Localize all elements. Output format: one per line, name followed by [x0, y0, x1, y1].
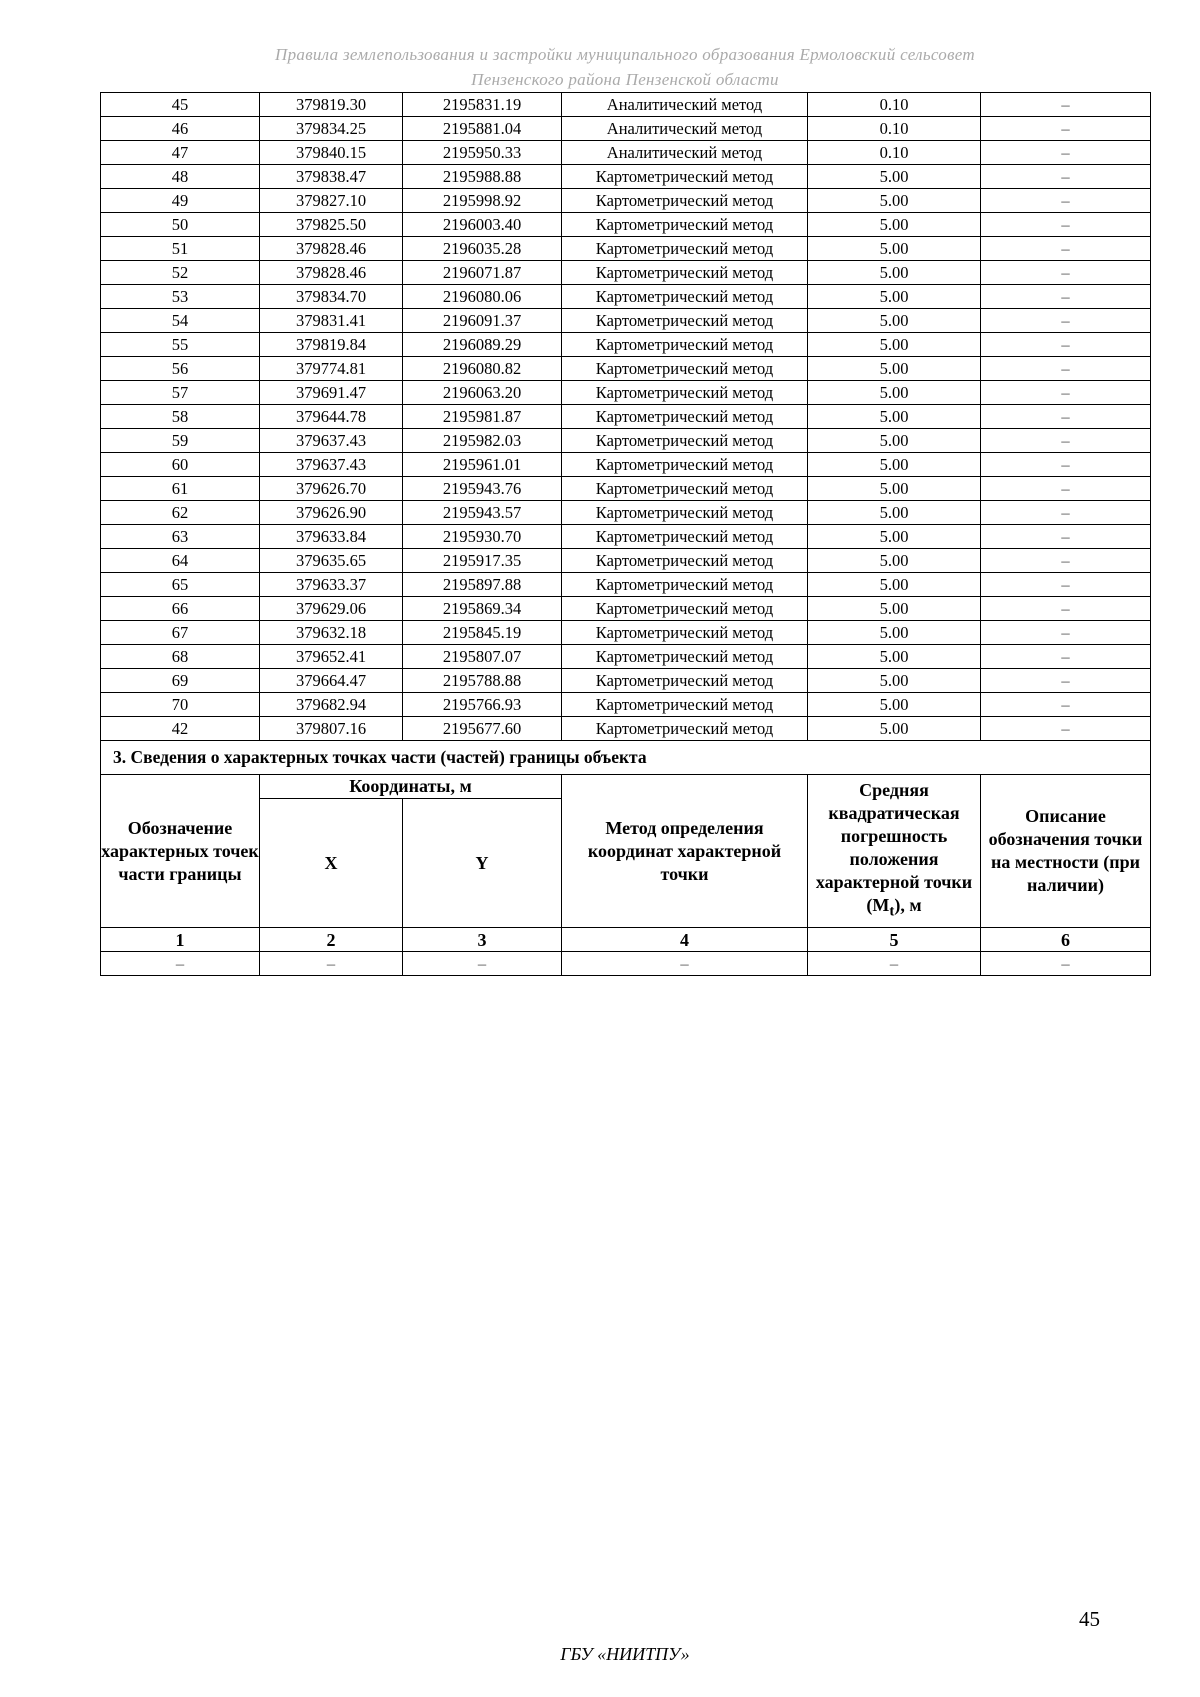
mean-error-cell: 5.00: [808, 669, 981, 693]
point-number-cell: 64: [101, 549, 260, 573]
empty-cell: –: [562, 952, 808, 976]
point-number-cell: 55: [101, 333, 260, 357]
point-number-cell: 59: [101, 429, 260, 453]
y-coordinate-cell: 2196089.29: [403, 333, 562, 357]
method-cell: Картометрический метод: [562, 717, 808, 741]
x-coordinate-cell: 379644.78: [260, 405, 403, 429]
y-coordinate-cell: 2196063.20: [403, 381, 562, 405]
point-number-cell: 58: [101, 405, 260, 429]
y-coordinate-cell: 2195807.07: [403, 645, 562, 669]
header-mean-error: [808, 775, 981, 928]
mean-error-cell: 5.00: [808, 453, 981, 477]
point-number-cell: 67: [101, 621, 260, 645]
method-cell: Картометрический метод: [562, 189, 808, 213]
method-cell: Картометрический метод: [562, 213, 808, 237]
page-number: 45: [1079, 1607, 1100, 1631]
mean-error-cell: 5.00: [808, 357, 981, 381]
description-cell: –: [981, 309, 1151, 333]
point-number-cell: 52: [101, 261, 260, 285]
description-cell: –: [981, 189, 1151, 213]
mean-error-cell: 5.00: [808, 165, 981, 189]
description-cell: –: [981, 165, 1151, 189]
empty-cell: –: [101, 952, 260, 976]
y-coordinate-cell: 2195788.88: [403, 669, 562, 693]
method-cell: Картометрический метод: [562, 453, 808, 477]
header-coords: Координаты, м: [260, 775, 562, 799]
description-cell: –: [981, 597, 1151, 621]
description-cell: –: [981, 501, 1151, 525]
table-row: [101, 549, 1151, 573]
table-row: [101, 285, 1151, 309]
y-coordinate-cell: 2195677.60: [403, 717, 562, 741]
method-cell: Картометрический метод: [562, 477, 808, 501]
data-rows: [101, 93, 1151, 741]
x-coordinate-cell: 379825.50: [260, 213, 403, 237]
x-coordinate-cell: 379629.06: [260, 597, 403, 621]
table-row: [101, 117, 1151, 141]
table-row: [101, 525, 1151, 549]
x-coordinate-cell: 379626.70: [260, 477, 403, 501]
method-cell: Картометрический метод: [562, 573, 808, 597]
method-cell: Картометрический метод: [562, 693, 808, 717]
point-number-cell: 45: [101, 93, 260, 117]
y-coordinate-cell: 2195897.88: [403, 573, 562, 597]
mean-error-cell: 5.00: [808, 717, 981, 741]
point-number-cell: 46: [101, 117, 260, 141]
mean-error-cell: 5.00: [808, 405, 981, 429]
y-coordinate-cell: 2196091.37: [403, 309, 562, 333]
point-number-cell: 42: [101, 717, 260, 741]
description-cell: –: [981, 573, 1151, 597]
mean-error-cell: 5.00: [808, 429, 981, 453]
description-cell: –: [981, 525, 1151, 549]
y-coordinate-cell: 2195845.19: [403, 621, 562, 645]
running-header: [100, 42, 1150, 92]
mean-error-cell: 5.00: [808, 261, 981, 285]
description-cell: –: [981, 693, 1151, 717]
header-y: Y: [403, 799, 562, 928]
point-number-cell: 54: [101, 309, 260, 333]
x-coordinate-cell: 379774.81: [260, 357, 403, 381]
x-coordinate-cell: 379635.65: [260, 549, 403, 573]
running-header-line2: Пензенского района Пензенской области: [471, 70, 779, 89]
method-cell: Картометрический метод: [562, 237, 808, 261]
y-coordinate-cell: 2195988.88: [403, 165, 562, 189]
x-coordinate-cell: 379834.25: [260, 117, 403, 141]
point-number-cell: 53: [101, 285, 260, 309]
y-coordinate-cell: 2195831.19: [403, 93, 562, 117]
description-cell: –: [981, 669, 1151, 693]
y-coordinate-cell: 2195982.03: [403, 429, 562, 453]
column-number: 4: [562, 928, 808, 952]
mean-error-cell: 5.00: [808, 189, 981, 213]
point-number-cell: 49: [101, 189, 260, 213]
description-cell: –: [981, 477, 1151, 501]
table-row: [101, 93, 1151, 117]
y-coordinate-cell: 2195869.34: [403, 597, 562, 621]
table-row: [101, 453, 1151, 477]
x-coordinate-cell: 379637.43: [260, 453, 403, 477]
table-row: [101, 405, 1151, 429]
mean-error-cell: 5.00: [808, 645, 981, 669]
point-number-cell: 70: [101, 693, 260, 717]
point-number-cell: 61: [101, 477, 260, 501]
method-cell: Картометрический метод: [562, 669, 808, 693]
method-cell: Аналитический метод: [562, 141, 808, 165]
header-mean-error-text: Средняя квадратическая погрешность положения характерной точки (M: [815, 779, 973, 915]
column-numbers-row: [101, 928, 1151, 952]
column-number: 5: [808, 928, 981, 952]
mean-error-cell: 5.00: [808, 381, 981, 405]
point-number-cell: 48: [101, 165, 260, 189]
table-row: [101, 501, 1151, 525]
x-coordinate-cell: 379633.37: [260, 573, 403, 597]
footer-org: ГБУ «НИИТПУ»: [560, 1644, 690, 1664]
column-number: 1: [101, 928, 260, 952]
empty-row: [101, 952, 1151, 976]
method-cell: Картометрический метод: [562, 429, 808, 453]
method-cell: Картометрический метод: [562, 525, 808, 549]
x-coordinate-cell: 379633.84: [260, 525, 403, 549]
table-row: [101, 381, 1151, 405]
method-cell: Аналитический метод: [562, 93, 808, 117]
section3-title: 3. Сведения о характерных точках части (частей) границы объекта: [101, 741, 1151, 775]
table-row: [101, 645, 1151, 669]
description-cell: –: [981, 357, 1151, 381]
y-coordinate-cell: 2196071.87: [403, 261, 562, 285]
x-coordinate-cell: 379819.84: [260, 333, 403, 357]
mean-error-cell: 5.00: [808, 333, 981, 357]
point-number-cell: 60: [101, 453, 260, 477]
table-row: [101, 357, 1151, 381]
x-coordinate-cell: 379828.46: [260, 261, 403, 285]
method-cell: Картометрический метод: [562, 405, 808, 429]
y-coordinate-cell: 2195766.93: [403, 693, 562, 717]
y-coordinate-cell: 2196035.28: [403, 237, 562, 261]
header-method: Метод определения координат характерной точки: [562, 775, 808, 928]
x-coordinate-cell: 379632.18: [260, 621, 403, 645]
point-number-cell: 68: [101, 645, 260, 669]
description-cell: –: [981, 117, 1151, 141]
x-coordinate-cell: 379827.10: [260, 189, 403, 213]
description-cell: –: [981, 549, 1151, 573]
mean-error-cell: 5.00: [808, 525, 981, 549]
method-cell: Картометрический метод: [562, 621, 808, 645]
description-cell: –: [981, 333, 1151, 357]
header-x: X: [260, 799, 403, 928]
table-row: [101, 477, 1151, 501]
y-coordinate-cell: 2195950.33: [403, 141, 562, 165]
mean-error-cell: 5.00: [808, 573, 981, 597]
x-coordinate-cell: 379828.46: [260, 237, 403, 261]
x-coordinate-cell: 379691.47: [260, 381, 403, 405]
table-row: [101, 597, 1151, 621]
y-coordinate-cell: 2195930.70: [403, 525, 562, 549]
running-header-line1: Правила землепользования и застройки муниципального образования Ермоловский сельсовет: [275, 45, 975, 64]
boundary-points-table: [100, 92, 1151, 976]
description-cell: –: [981, 213, 1151, 237]
header-mean-error-unit: ), м: [894, 894, 922, 915]
table-row: [101, 621, 1151, 645]
description-cell: –: [981, 285, 1151, 309]
method-cell: Картометрический метод: [562, 165, 808, 189]
mean-error-cell: 0.10: [808, 93, 981, 117]
y-coordinate-cell: 2195881.04: [403, 117, 562, 141]
table-row: [101, 333, 1151, 357]
table-row: [101, 213, 1151, 237]
x-coordinate-cell: 379807.16: [260, 717, 403, 741]
empty-cell: –: [403, 952, 562, 976]
empty-cell: –: [981, 952, 1151, 976]
section3-block: [101, 741, 1151, 976]
x-coordinate-cell: 379637.43: [260, 429, 403, 453]
description-cell: –: [981, 645, 1151, 669]
method-cell: Картометрический метод: [562, 357, 808, 381]
table-row: [101, 165, 1151, 189]
point-number-cell: 65: [101, 573, 260, 597]
description-cell: –: [981, 93, 1151, 117]
header-description: Описание обозначения точки на местности (при наличии): [981, 775, 1151, 928]
description-cell: –: [981, 717, 1151, 741]
mean-error-cell: 0.10: [808, 117, 981, 141]
x-coordinate-cell: 379819.30: [260, 93, 403, 117]
y-coordinate-cell: 2195943.57: [403, 501, 562, 525]
column-number: 6: [981, 928, 1151, 952]
method-cell: Аналитический метод: [562, 117, 808, 141]
mean-error-cell: 5.00: [808, 501, 981, 525]
y-coordinate-cell: 2196080.06: [403, 285, 562, 309]
empty-cell: –: [260, 952, 403, 976]
description-cell: –: [981, 405, 1151, 429]
point-number-cell: 51: [101, 237, 260, 261]
point-number-cell: 56: [101, 357, 260, 381]
y-coordinate-cell: 2195998.92: [403, 189, 562, 213]
method-cell: Картометрический метод: [562, 381, 808, 405]
point-number-cell: 66: [101, 597, 260, 621]
method-cell: Картометрический метод: [562, 645, 808, 669]
method-cell: Картометрический метод: [562, 261, 808, 285]
mean-error-cell: 5.00: [808, 309, 981, 333]
method-cell: Картометрический метод: [562, 501, 808, 525]
empty-cell: –: [808, 952, 981, 976]
mean-error-cell: 5.00: [808, 477, 981, 501]
table-row: [101, 717, 1151, 741]
x-coordinate-cell: 379664.47: [260, 669, 403, 693]
description-cell: –: [981, 453, 1151, 477]
table-row: [101, 309, 1151, 333]
y-coordinate-cell: 2195917.35: [403, 549, 562, 573]
method-cell: Картометрический метод: [562, 333, 808, 357]
description-cell: –: [981, 381, 1151, 405]
y-coordinate-cell: 2196080.82: [403, 357, 562, 381]
mean-error-cell: 5.00: [808, 597, 981, 621]
description-cell: –: [981, 237, 1151, 261]
table-row: [101, 189, 1151, 213]
description-cell: –: [981, 621, 1151, 645]
x-coordinate-cell: 379834.70: [260, 285, 403, 309]
method-cell: Картометрический метод: [562, 549, 808, 573]
point-number-cell: 50: [101, 213, 260, 237]
point-number-cell: 63: [101, 525, 260, 549]
y-coordinate-cell: 2195943.76: [403, 477, 562, 501]
point-number-cell: 62: [101, 501, 260, 525]
method-cell: Картометрический метод: [562, 597, 808, 621]
description-cell: –: [981, 429, 1151, 453]
column-number: 3: [403, 928, 562, 952]
table-row: [101, 669, 1151, 693]
header-designation: Обозначение характерных точек части границы: [101, 775, 260, 928]
method-cell: Картометрический метод: [562, 285, 808, 309]
x-coordinate-cell: 379831.41: [260, 309, 403, 333]
header-mean-error-subscript: t: [889, 903, 895, 920]
table-row: [101, 141, 1151, 165]
table-row: [101, 693, 1151, 717]
point-number-cell: 69: [101, 669, 260, 693]
table-row: [101, 573, 1151, 597]
table-row: [101, 261, 1151, 285]
method-cell: Картометрический метод: [562, 309, 808, 333]
mean-error-cell: 5.00: [808, 285, 981, 309]
mean-error-cell: 5.00: [808, 237, 981, 261]
description-cell: –: [981, 261, 1151, 285]
y-coordinate-cell: 2195981.87: [403, 405, 562, 429]
point-number-cell: 57: [101, 381, 260, 405]
column-number: 2: [260, 928, 403, 952]
mean-error-cell: 0.10: [808, 141, 981, 165]
point-number-cell: 47: [101, 141, 260, 165]
x-coordinate-cell: 379652.41: [260, 645, 403, 669]
x-coordinate-cell: 379838.47: [260, 165, 403, 189]
y-coordinate-cell: 2195961.01: [403, 453, 562, 477]
x-coordinate-cell: 379840.15: [260, 141, 403, 165]
mean-error-cell: 5.00: [808, 213, 981, 237]
x-coordinate-cell: 379626.90: [260, 501, 403, 525]
table-row: [101, 429, 1151, 453]
description-cell: –: [981, 141, 1151, 165]
mean-error-cell: 5.00: [808, 621, 981, 645]
table-row: [101, 237, 1151, 261]
y-coordinate-cell: 2196003.40: [403, 213, 562, 237]
mean-error-cell: 5.00: [808, 693, 981, 717]
x-coordinate-cell: 379682.94: [260, 693, 403, 717]
mean-error-cell: 5.00: [808, 549, 981, 573]
